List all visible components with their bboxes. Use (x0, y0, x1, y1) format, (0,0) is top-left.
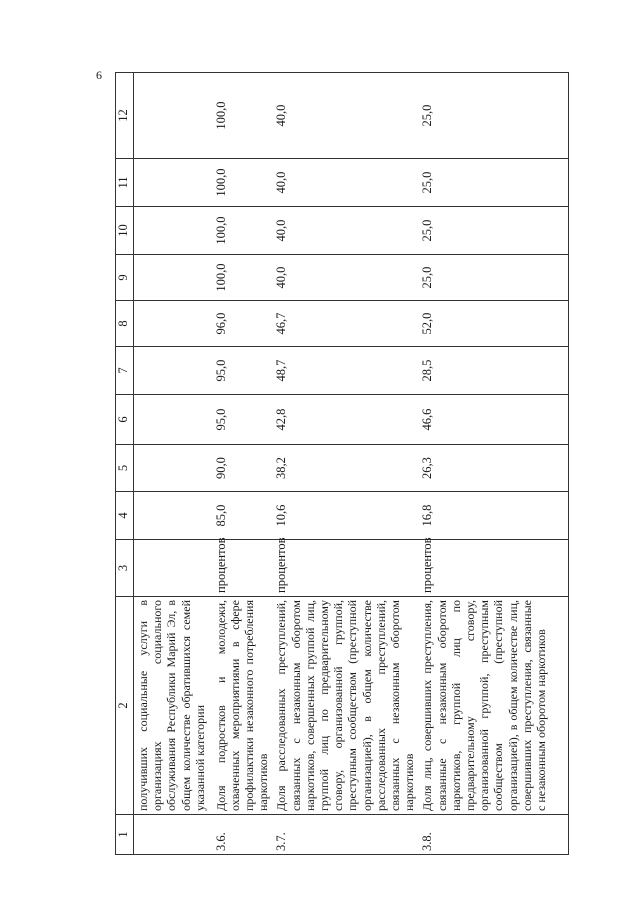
indicator-value (134, 492, 212, 540)
indicator-value: 100,0 (212, 207, 273, 255)
column-header-11: 11 (116, 159, 134, 207)
indicator-value: 85,0 (212, 492, 273, 540)
indicator-value: 95,0 (212, 395, 273, 445)
indicator-value: 100,0 (212, 255, 273, 301)
indicator-value: 100,0 (212, 159, 273, 207)
rotated-table-container (115, 73, 610, 855)
indicator-value: 40,0 (272, 255, 418, 301)
indicator-value (134, 445, 212, 492)
unit-of-measure: процентов (272, 540, 418, 597)
indicator-value: 40,0 (272, 159, 418, 207)
column-header-2: 2 (116, 597, 134, 815)
indicator-value: 100,0 (212, 73, 273, 159)
column-header-5: 5 (116, 445, 134, 492)
column-header-7: 7 (116, 347, 134, 395)
indicator-name: Доля подростков и молодежи, охваченных мероприятиями в сфере профилактики незаконного потребления наркотиков (212, 597, 273, 815)
column-header-4: 4 (116, 492, 134, 540)
column-header-6: 6 (116, 395, 134, 445)
indicator-value (134, 301, 212, 347)
row-number: 3.7. (272, 815, 418, 855)
indicator-value (134, 255, 212, 301)
indicator-value: 25,0 (418, 255, 568, 301)
column-header-3: 3 (116, 540, 134, 597)
header-row (116, 73, 134, 855)
indicator-value: 25,0 (418, 73, 568, 159)
indicator-value (134, 73, 212, 159)
column-header-8: 8 (116, 301, 134, 347)
indicator-value: 46,6 (418, 395, 568, 445)
indicators-table (115, 72, 569, 855)
indicator-value (134, 347, 212, 395)
indicator-value: 25,0 (418, 207, 568, 255)
indicator-value: 10,6 (272, 492, 418, 540)
indicator-value (134, 395, 212, 445)
column-header-1: 1 (116, 815, 134, 855)
row-number: 3.8. (418, 815, 568, 855)
indicator-value: 38,2 (272, 445, 418, 492)
unit-of-measure (134, 540, 212, 597)
table-row (212, 73, 273, 855)
indicator-value: 90,0 (212, 445, 273, 492)
indicator-name: Доля лиц, совершивших преступления, связанные с незаконным оборотом наркотиков, группой лиц по предварительному сговору, организованной группой, преступным сообществом (преступной организацией), в общем количестве лиц, совершивших преступления, связанные с незаконным оборотом наркотиков (418, 597, 568, 815)
table-row (134, 73, 212, 855)
indicator-value: 26,3 (418, 445, 568, 492)
page-number: 6 (96, 68, 102, 82)
indicator-value: 96,0 (212, 301, 273, 347)
indicator-value: 25,0 (418, 159, 568, 207)
indicator-value: 16,8 (418, 492, 568, 540)
indicator-value (134, 207, 212, 255)
indicator-value: 48,7 (272, 347, 418, 395)
indicator-value: 46,7 (272, 301, 418, 347)
unit-of-measure: процентов (212, 540, 273, 597)
indicator-value: 95,0 (212, 347, 273, 395)
indicator-name: получивших социальные услуги в организациях социального обслуживания Республики Марий Эл, в общем количестве обратившихся семей указанной категории (134, 597, 212, 815)
indicator-value (134, 159, 212, 207)
indicator-name: Доля расследованных преступлений, связанных с незаконным оборотом наркотиков, совершенных группой лиц, группой лиц по предварительному сговору, организованной группой, преступным сообществом (преступной организацией), в общем количестве расследованных преступлений, связанных с незаконным оборотом наркотиков (272, 597, 418, 815)
row-number: 3.6. (212, 815, 273, 855)
row-number (134, 815, 212, 855)
table-row (418, 73, 568, 855)
indicator-value: 40,0 (272, 207, 418, 255)
indicator-value: 42,8 (272, 395, 418, 445)
column-header-12: 12 (116, 73, 134, 159)
column-header-9: 9 (116, 255, 134, 301)
column-header-10: 10 (116, 207, 134, 255)
indicator-value: 28,5 (418, 347, 568, 395)
indicator-value: 52,0 (418, 301, 568, 347)
table-row (272, 73, 418, 855)
indicator-value: 40,0 (272, 73, 418, 159)
unit-of-measure: процентов (418, 540, 568, 597)
